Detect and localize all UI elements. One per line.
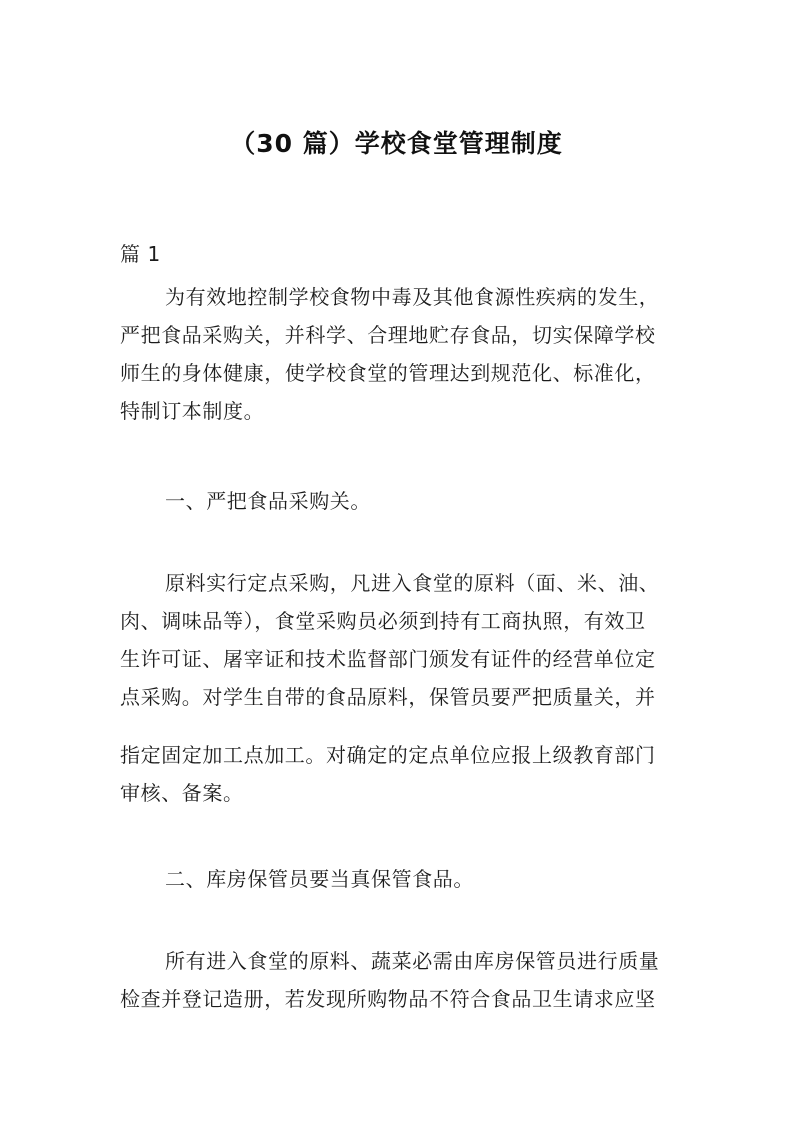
- paragraph-1-line-2: 严把食品采购关，并科学、合理地贮存食品，切实保障学校: [120, 323, 656, 347]
- paragraph-2-line-6: 审核、备案。: [120, 781, 244, 805]
- paragraph-1-line-4: 特制订本制度。: [120, 399, 265, 423]
- paragraph-3-line-1: 所有进入食堂的原料、蔬菜必需由库房保管员进行质量: [165, 949, 660, 973]
- paragraph-2-line-4: 点采购。对学生自带的食品原料，保管员要严把质量关，并: [120, 685, 656, 709]
- paragraph-2-line-1: 原料实行定点采购，凡进入食堂的原料（面、米、油、: [165, 571, 660, 595]
- paragraph-2-line-2: 肉、调味品等），食堂采购员必须到持有工商执照，有效卫: [120, 609, 646, 633]
- paragraph-2-line-5: 指定固定加工点加工。对确定的定点单位应报上级教育部门: [120, 743, 656, 767]
- paragraph-1-line-1: 为有效地控制学校食物中毒及其他食源性疾病的发生，: [165, 285, 660, 309]
- paragraph-2-line-3: 生许可证、屠宰证和技术监督部门颁发有证件的经营单位定: [120, 647, 656, 671]
- section-heading-2: 二、库房保管员要当真保管食品。: [165, 867, 474, 891]
- section-label: 篇 1: [120, 242, 161, 266]
- paragraph-1-line-3: 师生的身体健康，使学校食堂的管理达到规范化、标准化，: [120, 361, 656, 385]
- document-title: （30 篇）学校食堂管理制度: [230, 129, 563, 158]
- section-heading-1: 一、严把食品采购关。: [165, 489, 371, 513]
- paragraph-3-line-2: 检查并登记造册，若发现所购物品不符合食品卫生请求应坚: [120, 987, 656, 1011]
